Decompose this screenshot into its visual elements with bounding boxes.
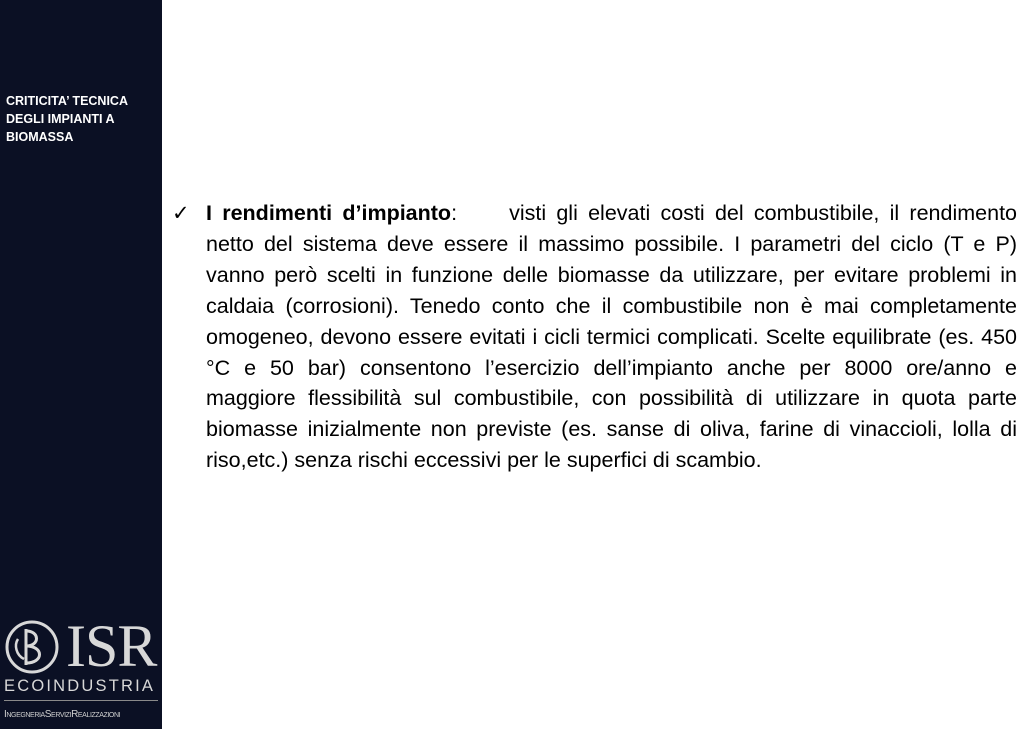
logo-subtitle: ECOINDUSTRIA xyxy=(4,677,156,695)
isr-emblem-icon xyxy=(4,619,60,675)
logo-brand: ISR xyxy=(66,613,157,679)
bullet-text: visti gli elevati costi del combustibile, il rendimento netto del sistema deve essere il massimo possibile. I parametri del ciclo (T e P) vanno però scelti in funzione delle biomasse da utilizzare, per evitare problemi in caldaia (corrosioni). Tenedo conto che il combustibile non è mai completamente omogeneo, devono essere evitati i cicli termici complicati. Scelte equilibrate (es. 450 °C e 50 bar) consentono l’esercizio dell’impianto anche per 8000 ore/anno e maggiore flessibilità sul combustibile, con possibilità di utilizzare in quota parte biomasse inizialmente non previste (es. sanse di oliva, farine di vinaccioli, lolla di riso,etc.) senza rischi eccessivi per le superfici di scambio. xyxy=(206,201,1017,473)
logo-tagline: IngegneriaServiziRealizzazioni xyxy=(4,709,121,720)
checkmark-icon: ✓ xyxy=(172,201,190,225)
section-title-line-3: BIOMASSA xyxy=(6,130,74,144)
section-title-line-2: DEGLI IMPIANTI A xyxy=(6,112,115,126)
section-title-line-1: CRITICITA’ TECNICA xyxy=(6,94,128,108)
company-logo xyxy=(0,612,162,729)
sidebar xyxy=(0,0,162,729)
bullet-heading: I rendimenti d’impianto xyxy=(206,201,452,225)
logo-divider xyxy=(4,700,158,701)
section-title xyxy=(6,92,158,146)
heading-colon: : xyxy=(451,201,458,225)
bullet-paragraph xyxy=(206,198,1017,476)
